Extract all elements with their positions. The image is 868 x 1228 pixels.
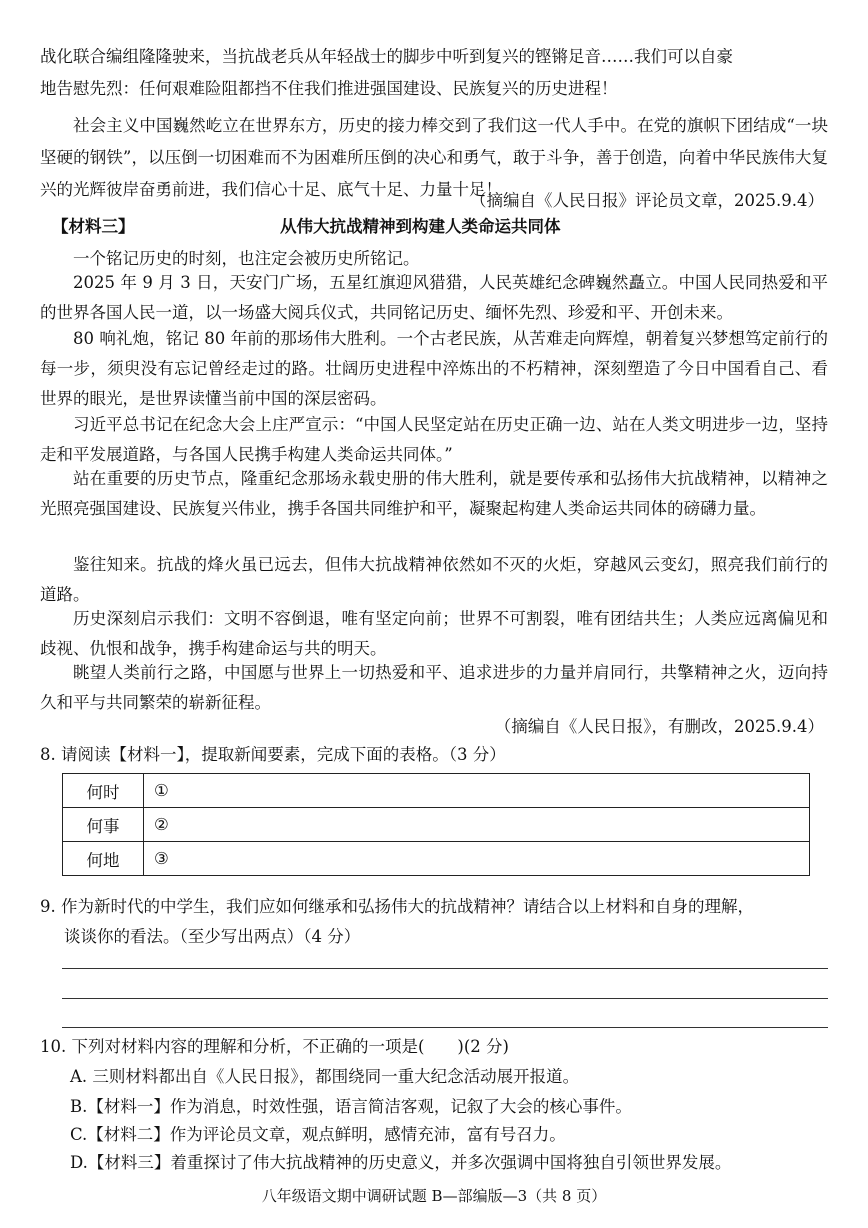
table-key-cell: 何地	[63, 842, 144, 876]
continuation-line-2: 地告慰先烈：任何艰难险阻都挡不住我们推进强国建设、民族复兴的历史进程！	[40, 79, 618, 98]
material3-paragraph: 习近平总书记在纪念大会上庄严宣示：“中国人民坚定站在历史正确一边、站在人类文明进步一边，坚持走和平发展道路，与各国人民携手构建人类命运共同体。”	[40, 415, 828, 464]
material2-source: （摘编自《人民日报》评论员文章，2025.9.4）	[470, 191, 824, 210]
table-key-cell: 何事	[63, 808, 144, 842]
answer-cell[interactable]	[144, 842, 810, 876]
material3-paragraph: 80 响礼炮，铭记 80 年前的那场伟大胜利。一个古老民族，从苦难走向辉煌，朝着复兴梦想笃定前行的每一步，须臾没有忘记曾经走过的路。壮阔历史进程中淬炼出的不朽精神，深刻塑造了今日中国看自己、看世界的眼光，是世界读懂当前中国的深层密码。	[40, 329, 828, 408]
circled-number: ①	[154, 781, 169, 800]
table-row	[63, 808, 810, 842]
answer-line[interactable]	[62, 1027, 828, 1028]
table-key-cell: 何时	[63, 774, 144, 808]
material3-paragraph: 眺望人类前行之路，中国愿与世界上一切热爱和平、追求进步的力量并肩同行，共擎精神之火，迈向持久和平与共同繁荣的崭新征程。	[40, 663, 828, 712]
option-b: B.【材料一】作为消息，时效性强，语言简洁客观，记叙了大会的核心事件。	[70, 1097, 632, 1116]
option-d: D.【材料三】着重探讨了伟大抗战精神的历史意义，并多次强调中国将独自引领世界发展。	[70, 1153, 732, 1172]
material3-paragraph: 一个铭记历史的时刻，也注定会被历史所铭记。	[73, 249, 420, 268]
material3-label: 【材料三】	[52, 217, 135, 236]
continuation-paragraph: 社会主义中国巍然屹立在世界东方，历史的接力棒交到了我们这一代人手中。在党的旗帜下团结成“一块坚硬的钢铁”，以压倒一切困难而不为困难所压倒的决心和勇气，敢于斗争，善于创造，向着中华民族伟大复兴的光辉彼岸奋勇前进，我们信心十足、底气十足、力量十足！	[40, 116, 828, 199]
circled-number: ③	[154, 849, 169, 868]
question-10-stem: 10. 下列对材料内容的理解和分析，不正确的一项是( )(2 分)	[40, 1037, 509, 1056]
answer-cell[interactable]	[144, 808, 810, 842]
answer-line[interactable]	[62, 968, 828, 969]
material3-paragraph: 鉴往知来。抗战的烽火虽已远去，但伟大抗战精神依然如不灭的火炬，穿越风云变幻，照亮我们前行的道路。	[40, 555, 828, 604]
question-9-stem-line-2: 谈谈你的看法。（至少写出两点）（4 分）	[64, 927, 361, 946]
material3-paragraph: 站在重要的历史节点，隆重纪念那场永载史册的伟大胜利，就是要传承和弘扬伟大抗战精神，以精神之光照亮强国建设、民族复兴伟业，携手各国共同维护和平，凝聚起构建人类命运共同体的磅礴力量。	[40, 469, 828, 518]
question-8-table	[62, 773, 810, 876]
page-footer: 八年级语文期中调研试题 B—部编版—3（共 8 页）	[261, 1187, 607, 1205]
circled-number: ②	[154, 815, 169, 834]
question-9-stem-line-1: 9. 作为新时代的中学生，我们应如何继承和弘扬伟大的抗战精神？请结合以上材料和自身的理解，	[40, 897, 754, 916]
material3-paragraph: 历史深刻启示我们：文明不容倒退，唯有坚定向前；世界不可割裂，唯有团结共生；人类应远离偏见和歧视、仇恨和战争，携手构建命运与共的明天。	[40, 609, 828, 658]
question-8-stem: 8. 请阅读【材料一】，提取新闻要素，完成下面的表格。（3 分）	[40, 745, 506, 764]
continuation-line-1: 战化联合编组隆隆驶来，当抗战老兵从年轻战士的脚步中听到复兴的铿锵足音……我们可以自豪	[40, 47, 733, 66]
answer-cell[interactable]	[144, 774, 810, 808]
table-row	[63, 774, 810, 808]
material3-paragraph: 2025 年 9 月 3 日，天安门广场，五星红旗迎风猎猎，人民英雄纪念碑巍然矗立。中国人民同热爱和平的世界各国人民一道，以一场盛大阅兵仪式，共同铭记历史、缅怀先烈、珍爱和平、开创未来。	[40, 273, 828, 322]
option-a: A. 三则材料都出自《人民日报》，都围绕同一重大纪念活动展开报道。	[70, 1067, 580, 1086]
table-row	[63, 842, 810, 876]
answer-line[interactable]	[62, 998, 828, 999]
material3-source: （摘编自《人民日报》，有删改，2025.9.4）	[494, 717, 824, 736]
material3-title: 从伟大抗战精神到构建人类命运共同体	[280, 217, 561, 236]
option-c: C.【材料二】作为评论员文章，观点鲜明，感情充沛，富有号召力。	[70, 1125, 566, 1144]
